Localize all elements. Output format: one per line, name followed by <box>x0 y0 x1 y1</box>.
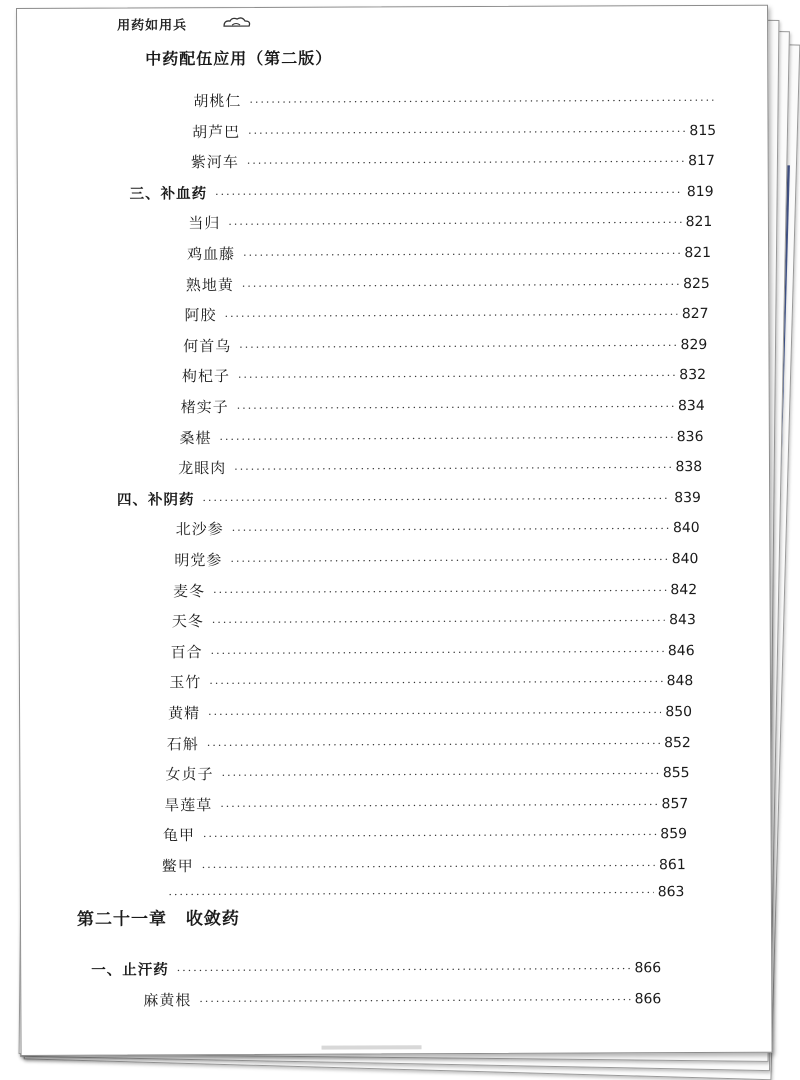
toc-page-number: 857 <box>661 795 689 812</box>
toc-page-number: 825 <box>683 275 710 292</box>
toc-entry-label: 三、补血药 <box>129 185 208 203</box>
dot-leader <box>232 523 669 538</box>
toc-entry-label: 女贞子 <box>165 765 214 784</box>
toc-entry-label: 胡芦巴 <box>192 122 241 141</box>
toc-entry-row <box>184 302 708 325</box>
toc-entry-row <box>173 578 697 601</box>
dot-leader <box>225 308 678 323</box>
toc-entry-row <box>179 425 703 448</box>
toc-page-number: 819 <box>686 183 714 200</box>
toc-entry-row <box>188 210 712 233</box>
toc-entry-label: 熟地黄 <box>185 275 234 294</box>
toc-entry-label: 枸杞子 <box>181 367 231 386</box>
toc-entry-row <box>171 639 695 662</box>
toc-entry-label: 何首乌 <box>183 336 232 356</box>
toc-entry-label: 龟甲 <box>162 826 196 845</box>
toc-entry-row <box>186 272 710 295</box>
toc-page-number: 821 <box>685 214 713 231</box>
dot-leader <box>213 584 666 599</box>
toc-entry-label: 鸡血藤 <box>187 245 236 264</box>
toc-entry-label: 楮实子 <box>180 398 229 417</box>
toc-entry-label: 龙眼肉 <box>178 459 227 478</box>
toc-page-number: 866 <box>634 991 662 1008</box>
toc-section-row <box>91 956 661 979</box>
toc-entry-row <box>176 516 700 539</box>
toc-entry-label: 百合 <box>170 642 203 662</box>
dot-leader <box>209 676 662 691</box>
toc-section-row <box>130 180 714 204</box>
toc-page-number: 839 <box>674 489 701 506</box>
toc-entry-label: 当归 <box>188 214 221 233</box>
toc-page-number: 832 <box>679 367 707 384</box>
toc-entry-row <box>162 853 686 876</box>
toc-entry-row <box>178 455 702 478</box>
toc-page-number: 836 <box>676 428 704 445</box>
toc-entry-row <box>164 792 688 815</box>
dot-leader <box>199 993 630 1008</box>
toc-entry-label: 旱莲草 <box>164 795 213 815</box>
toc-entry-label: 紫河车 <box>190 153 239 172</box>
toc-entry-label: 胡桃仁 <box>193 92 242 111</box>
dot-leader <box>208 706 661 721</box>
toc-page-number: 827 <box>681 306 709 323</box>
toc-page-number: 838 <box>675 459 703 476</box>
toc-entry-label: 明党参 <box>174 551 223 570</box>
toc-entry-row <box>182 363 706 386</box>
toc-entry-row <box>191 149 715 172</box>
toc-entry-label: 一、止汗药 <box>91 962 169 979</box>
toc-entry-row <box>172 608 696 631</box>
toc-entry-label: 鳖甲 <box>161 857 194 876</box>
toc-page-number: 846 <box>667 642 695 659</box>
cloud-ornament-icon <box>222 16 252 30</box>
dot-leader <box>211 645 664 660</box>
toc-entry-label: 四、补阴药 <box>116 492 195 509</box>
dot-leader <box>239 339 676 354</box>
toc-entry-row <box>143 987 661 1010</box>
toc-entry-row <box>192 119 716 142</box>
chapter-heading: 第二十一章 收敛药 <box>76 909 240 930</box>
dot-leader <box>222 767 659 782</box>
toc-entry-row <box>181 394 705 417</box>
toc-entry-row <box>169 669 693 692</box>
toc-page-number: 861 <box>658 857 686 874</box>
book-title: 中药配伍应用（第二版） <box>145 48 333 69</box>
toc-page-number: 842 <box>670 581 698 598</box>
dot-leader <box>228 216 681 231</box>
dot-leader <box>242 278 679 293</box>
toc-entry-row <box>193 88 717 111</box>
dot-leader <box>207 737 660 752</box>
dot-leader <box>177 962 631 977</box>
toc-page-number: 815 <box>689 122 717 139</box>
dot-leader <box>248 125 685 140</box>
series-title: 用药如用兵 <box>117 18 188 34</box>
toc-page-number: 840 <box>672 520 700 537</box>
page-bottom-mark <box>322 1045 422 1049</box>
dot-leader <box>249 94 713 109</box>
toc-entry-label: 石斛 <box>166 734 199 753</box>
toc-page-number: 850 <box>665 704 693 721</box>
toc-page-number: 834 <box>677 397 705 415</box>
toc-entry-row <box>167 731 691 754</box>
dot-leader <box>215 186 683 201</box>
toc-page-number: 821 <box>684 244 712 262</box>
toc-entry-label: 麦冬 <box>173 581 206 600</box>
toc-page-number: 859 <box>660 826 688 843</box>
toc-entry-row <box>174 547 698 570</box>
toc-entry-label: 桑椹 <box>179 428 212 447</box>
dot-leader <box>230 553 667 568</box>
toc-entry-label: 麻黄根 <box>143 991 192 1010</box>
toc-page-number: 863 <box>657 883 685 900</box>
toc-entry-row <box>163 822 687 845</box>
dot-leader <box>238 370 675 385</box>
toc-entry-row <box>160 884 684 902</box>
dot-leader <box>247 155 684 170</box>
toc-page-number: 829 <box>680 336 708 353</box>
toc-entry-row <box>165 761 689 784</box>
dot-leader <box>202 859 655 874</box>
dot-leader <box>203 829 656 844</box>
dot-leader <box>168 886 653 901</box>
toc-section-row <box>117 486 701 510</box>
toc-page-number: 817 <box>688 153 715 170</box>
dot-leader <box>219 431 672 446</box>
dot-leader <box>234 461 671 476</box>
toc-entry-label: 阿胶 <box>184 306 217 325</box>
toc-entry-label: 北沙参 <box>175 520 224 539</box>
toc-page-number: 855 <box>662 765 690 782</box>
toc-entry-row <box>187 241 711 264</box>
dot-leader <box>212 614 665 629</box>
dot-leader <box>243 247 680 262</box>
document-page <box>16 5 773 1056</box>
toc-entry-row <box>168 700 692 723</box>
toc-page-number: 866 <box>634 960 662 977</box>
toc-page-number: 852 <box>664 734 691 751</box>
toc-page-number: 843 <box>669 612 696 629</box>
toc-page-number: 840 <box>671 551 699 568</box>
toc-page-number: 848 <box>666 673 694 690</box>
toc-entry-row <box>183 333 707 356</box>
dot-leader <box>220 798 657 813</box>
toc-entry-label: 玉竹 <box>169 673 202 692</box>
toc-entry-label: 天冬 <box>171 612 204 631</box>
dot-leader <box>237 400 674 415</box>
dot-leader <box>202 492 670 507</box>
toc-entry-label: 黄精 <box>168 704 201 723</box>
